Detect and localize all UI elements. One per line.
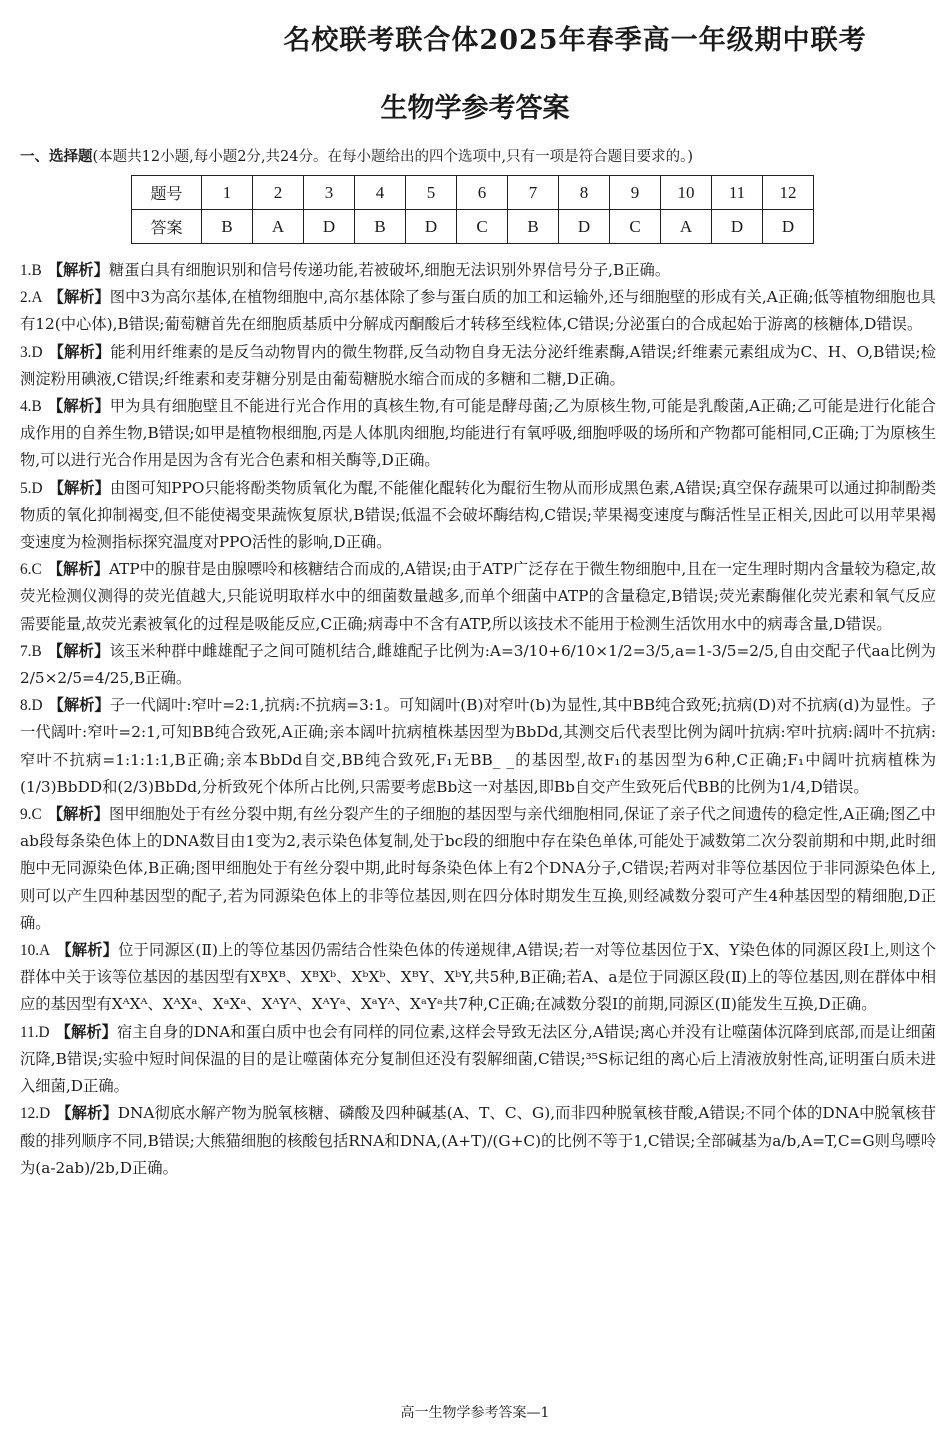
analysis-tag: 【解析】	[48, 288, 110, 307]
question-number: 4	[355, 176, 406, 210]
analysis-tag: 【解析】	[47, 805, 109, 824]
explanation-item	[20, 556, 936, 638]
question-number: 10	[661, 176, 712, 210]
analysis-tag: 【解析】	[47, 560, 109, 579]
explanation-item	[20, 475, 936, 557]
item-answer: 10.A	[20, 942, 51, 960]
item-text: DNA彻底水解产物为脱氧核糖、磷酸及四种碱基(A、T、C、G),而非四种脱氧核苷酸,A错误;不同个体的DNA中脱氧核苷酸的排列顺序不同,B错误;大熊猫细胞的核酸包括RNA和DNA,(A+T)/(G+C)的比例不等于1,C错误;全部碱基为a/b,A=T,C=G则鸟嘌呤为(a-2ab)/2b,D正确。	[20, 1104, 936, 1177]
answer-cell: A	[253, 210, 304, 244]
analysis-tag: 【解析】	[48, 478, 110, 497]
item-answer: 6.C	[20, 561, 42, 579]
analysis-tag: 【解析】	[56, 1104, 118, 1123]
section-heading	[20, 145, 940, 166]
answer-cell: D	[559, 210, 610, 244]
question-number-row	[132, 176, 814, 210]
analysis-tag: 【解析】	[56, 941, 119, 960]
item-answer: 2.A	[20, 289, 43, 307]
item-text: 子一代阔叶:窄叶=2:1,抗病:不抗病=3:1。可知阔叶(B)对窄叶(b)为显性,其中BB纯合致死;抗病(D)对不抗病(d)为显性。子一代阔叶:窄叶=2:1,可知BB纯合致死,A正确;亲本阔叶抗病植株基因型为BbDd,其测交后代表型比例为阔叶抗病:窄叶抗病:阔叶不抗病:窄叶不抗病=1:1:1:1,B正确;亲本BbDd自交,BB纯合致死,F₁无BB_ _的基因型,故F₁的基因型为6种,C正确;F₁中阔叶抗病植株为(1/3)BbDD和(2/3)BbDd,分析致死个体所占比例,只需要考虑Bb这一对基因,即Bb自交产生致死后代BB的比例为1/4,D错误。	[20, 696, 936, 796]
explanation-item	[20, 339, 936, 393]
explanation-item	[20, 638, 936, 692]
exam-title: 名校联考联合体2025年春季高一年级期中联考	[283, 25, 867, 56]
item-answer: 1.B	[20, 262, 42, 279]
answer-cell: C	[610, 210, 661, 244]
question-number: 2	[253, 176, 304, 210]
explanation-list	[20, 257, 936, 1182]
item-text: 甲为具有细胞壁且不能进行光合作用的真核生物,有可能是酵母菌;乙为原核生物,可能是乳酸菌,A正确;乙可能是进行化能合成作用的自养生物,B错误;如甲是植物根细胞,丙是人体肌肉细胞,均能进行有氧呼吸,细胞呼吸的场所和产物都可能相同,C正确;丁为原核生物,可以进行光合作用是因为含有光合色素和相关酶等,D正确。	[20, 397, 936, 470]
answer-cell: D	[712, 210, 763, 244]
explanation-item	[20, 801, 936, 937]
answer-cell: B	[202, 210, 253, 244]
question-number: 5	[406, 176, 457, 210]
analysis-tag: 【解析】	[47, 397, 110, 416]
question-number: 6	[457, 176, 508, 210]
item-answer: 3.D	[20, 343, 43, 361]
question-number: 8	[559, 176, 610, 210]
explanation-item	[20, 937, 936, 1019]
answer-cell: D	[304, 210, 355, 244]
item-answer: 4.B	[20, 398, 42, 416]
item-text: 图甲细胞处于有丝分裂中期,有丝分裂产生的子细胞的基因型与亲代细胞相同,保证了亲子代之间遗传的稳定性,A正确;图乙中ab段每条染色体上的DNA数目由1变为2,表示染色体复制,处于bc段的细胞中存在染色单体,可能处于减数第二次分裂前期和中期,此时细胞中无同源染色体,B正确;图甲细胞处于有丝分裂中期,此时每条染色体上有2个DNA分子,C错误;若两对非等位基因位于非同源染色体上,则可以产生四种基因型的配子,若为同源染色体上的非等位基因,则在四分体时期发生互换,则经减数分裂可产生4种基因型的精细胞,D正确。	[20, 805, 936, 932]
question-number: 3	[304, 176, 355, 210]
item-text: 图中3为高尔基体,在植物细胞中,高尔基体除了参与蛋白质的加工和运输外,还与细胞壁的形成有关,A正确;低等植物细胞也具有12(中心体),B错误;葡萄糖首先在细胞质基质中分解成丙酮酸后才转移至线粒体,C错误;分泌蛋白的合成起始于游离的核糖体,D错误。	[20, 288, 936, 334]
row-label-number: 题号	[132, 176, 202, 210]
page-footer: 高一生物学参考答案—1	[400, 1405, 550, 1421]
analysis-tag: 【解析】	[47, 261, 109, 279]
item-text: 位于同源区(Ⅱ)上的等位基因仍需结合性染色体的传递规律,A错误;若一对等位基因位于X、Y染色体的同源区段Ⅰ上,则这个群体中关于该等位基因的基因型有XᴮXᴮ、XᴮXᵇ、XᵇXᵇ、XᴮY、XᵇY,共5种,B正确;若A、a是位于同源区段(Ⅱ)上的等位基因,则在群体中相应的基因型有XᴬXᴬ、XᴬXᵃ、XᵃXᵃ、XᴬYᴬ、XᴬYᵃ、XᵃYᴬ、XᵃYᵃ共7种,C正确;在减数分裂Ⅰ的前期,同源区(Ⅱ)能发生互换,D正确。	[20, 941, 936, 1014]
row-label-answer: 答案	[132, 210, 202, 244]
question-number: 11	[712, 176, 763, 210]
explanation-item	[20, 692, 936, 801]
answer-cell: C	[457, 210, 508, 244]
analysis-tag: 【解析】	[47, 641, 110, 660]
item-answer: 11.D	[20, 1023, 50, 1041]
question-number: 7	[508, 176, 559, 210]
answer-table	[131, 175, 814, 244]
item-text: 糖蛋白具有细胞识别和信号传递功能,若被破坏,细胞无法识别外界信号分子,B正确。	[108, 261, 671, 279]
question-number: 12	[763, 176, 814, 210]
question-number: 9	[610, 176, 661, 210]
analysis-tag: 【解析】	[48, 696, 110, 715]
answer-key-title: 生物学参考答案	[380, 93, 570, 124]
item-text: 宿主自身的DNA和蛋白质中也会有同样的同位素,这样会导致无法区分,A错误;离心并没有让噬菌体沉降到底部,而是让细菌沉降,B错误;实验中短时间保温的目的是让噬菌体充分复制但还没有裂解细菌,C错误;³⁵S标记组的离心后上清液放射性高,证明蛋白质未进入细菌,D正确。	[20, 1022, 936, 1096]
item-text: ATP中的腺苷是由腺嘌呤和核糖结合而成的,A错误;由于ATP广泛存在于微生物细胞中,且在一定生理时期内含量较为稳定,故荧光检测仪测得的荧光值越大,只能说明取样水中的细菌数量越多,而单个细菌中ATP的含量稳定,B错误;荧光素酶催化荧光素和氧气反应需要能量,故荧光素被氧化的过程是吸能反应,C正确;病毒中不含有ATP,所以该技术不能用于检测生活饮用水中的病毒含量,D错误。	[20, 560, 936, 633]
section-label: 一、选择题	[20, 149, 93, 165]
item-answer: 7.B	[20, 642, 42, 660]
item-text: 由图可知PPO只能将酚类物质氧化为醌,不能催化醌转化为醌衍生物从而形成黑色素,A错误;真空保存蔬果可以通过抑制酚类物质的氧化抑制褐变,但不能使褐变果蔬恢复原状,B错误;低温不会破坏酶结构,C错误;苹果褐变速度与酶活性呈正相关,因此可以用苹果褐变速度为检测指标探究温度对PPO活性的影响,D正确。	[20, 478, 936, 552]
answer-row	[132, 210, 814, 244]
explanation-item	[20, 257, 936, 284]
item-answer: 5.D	[20, 479, 43, 497]
explanation-item	[20, 393, 936, 475]
answer-cell: B	[355, 210, 406, 244]
answer-cell: D	[406, 210, 457, 244]
answer-cell: B	[508, 210, 559, 244]
analysis-tag: 【解析】	[55, 1022, 117, 1041]
answer-cell: A	[661, 210, 712, 244]
item-text: 能利用纤维素的是反刍动物胃内的微生物群,反刍动物自身无法分泌纤维素酶,A错误;纤维素元素组成为C、H、O,B错误;检测淀粉用碘液,C错误;纤维素和麦芽糖分别是由葡萄糖脱水缩合而成的多糖和二糖,D正确。	[20, 342, 936, 388]
explanation-item	[20, 284, 936, 338]
analysis-tag: 【解析】	[48, 342, 111, 361]
item-text: 该玉米种群中雌雄配子之间可随机结合,雌雄配子比例为:A=3/10+6/10×1/2=3/5,a=1-3/5=2/5,自由交配子代aa比例为2/5×2/5=4/25,B正确。	[20, 641, 936, 688]
item-answer: 8.D	[20, 697, 43, 715]
explanation-item	[20, 1100, 936, 1182]
item-answer: 12.D	[20, 1105, 51, 1123]
item-answer: 9.C	[20, 806, 42, 824]
explanation-item	[20, 1019, 936, 1101]
answer-cell: D	[763, 210, 814, 244]
question-number: 1	[202, 176, 253, 210]
section-description: (本题共12小题,每小题2分,共24分。在每小题给出的四个选项中,只有一项是符合题目要求的。)	[92, 149, 694, 165]
